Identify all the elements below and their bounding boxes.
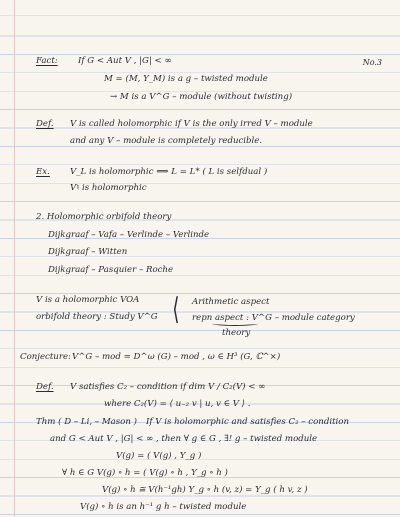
thm-line-1: If V is holomorphic and satisfies C₂ – condition (146, 417, 349, 427)
fact-label: Fact: (36, 56, 58, 66)
ex-line-2: V♮ is holomorphic (70, 183, 147, 193)
section-2-title: 2. Holomorphic orbifold theory (36, 212, 172, 222)
def2-label: Def. (36, 382, 54, 392)
fact-line-1: If G < Aut V , |G| < ∞ (78, 56, 172, 66)
thm-line-6: V(g) ∘ h is an h⁻¹ g h – twisted module (80, 502, 247, 512)
aspect-repn: repn aspect : V^G – module category (192, 313, 355, 323)
def2-line-2: where C₂(V) = ⟨ u₋₂ v | u, v ∈ V ⟩ . (104, 399, 251, 409)
author-line-1: Dijkgraaf – Vafa – Verlinde – Verlinde (48, 230, 210, 240)
margin-line (14, 0, 15, 517)
conjecture-label: Conjecture: (20, 352, 71, 362)
thm-line-2: and G < Aut V , |G| < ∞ , then ∀ g ∈ G , ∃! g – twisted module (50, 434, 318, 444)
voa-line-1: V is a holomorphic VOA (36, 295, 140, 305)
thm-line-5: V(g) ∘ h ≅ V(h⁻¹gh) Y_g ∘ h (v, z) = Y_g ( h v, z ) (102, 485, 308, 495)
def1-label: Def. (36, 119, 54, 129)
def1-line-2: and any V – module is completely reducible. (70, 136, 263, 146)
def1-line-1: V is called holomorphic if V is the only irred V – module (70, 119, 313, 129)
author-line-2: Dijkgraaf – Witten (48, 247, 128, 257)
page-number: No.3 (362, 58, 382, 67)
fact-line-3: → M is a V^G – module (without twisting) (110, 92, 293, 102)
ex-line-1: V_L is holomorphic ⟺ L = L* ( L is selfdual ) (70, 167, 268, 177)
left-angle-bracket-icon: ⟨ (172, 292, 180, 327)
aspect-underbrace (212, 321, 258, 326)
conjecture-text: V^G – mod ≃ D^ω (G) – mod , ω ∈ H³ (G, ℂ^×) (72, 352, 281, 362)
aspect-arithmetic: Arithmetic aspect (192, 297, 270, 307)
thm-line-4: ∀ h ∈ G V(g) ∘ h = ( V(g) ∘ h , Y_g ∘ h ) (62, 468, 228, 478)
ex-label: Ex. (36, 167, 50, 177)
thm-line-3: V(g) = ( V(g) , Y_g ) (116, 451, 202, 461)
voa-line-2: orbifold theory : Study V^G (36, 312, 158, 322)
fact-line-2: M = (M, Y_M) is a g – twisted module (104, 74, 268, 84)
aspect-theory: theory (222, 328, 251, 338)
def2-line-1: V satisfies C₂ – condition if dim V / C₂(V) < ∞ (70, 382, 266, 392)
author-line-3: Dijkgraaf – Pasquier – Roche (48, 265, 174, 275)
thm-label: Thm ( D – Li, – Mason ) (36, 417, 137, 427)
